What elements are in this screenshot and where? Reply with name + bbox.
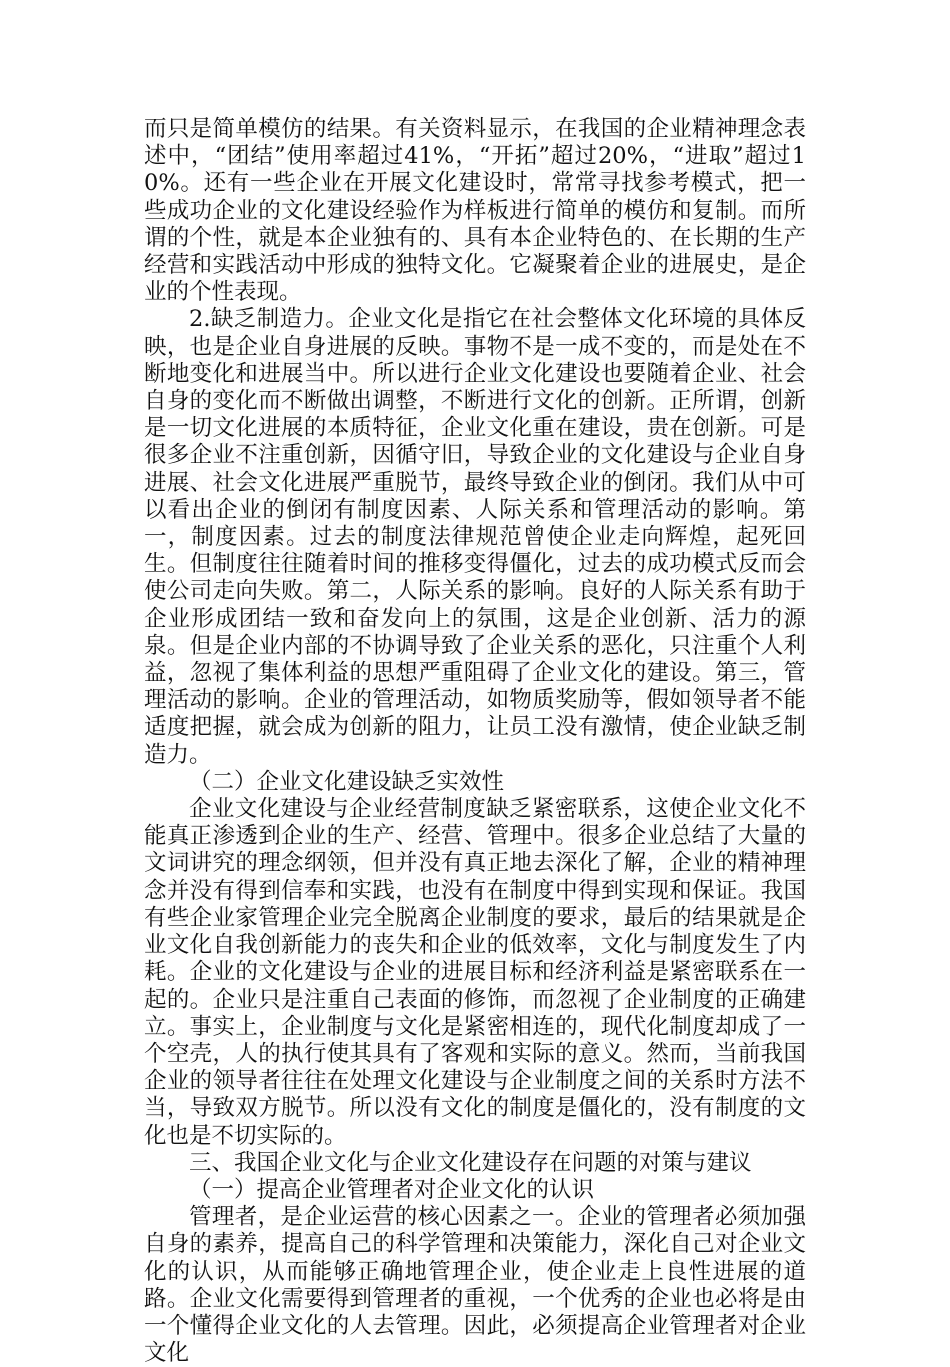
paragraph-effectiveness: 企业文化建设与企业经营制度缺乏紧密联系，这使企业文化不能真正渗透到企业的生产、经营、管理中。很多企业总结了大量的文词讲究的理念纲领，但并没有真正地去深化了解，企业的精神理念并没有得到信奉和实践，也没有在制度中得到实现和保证。我国有些企业家管理企业完全脱离企业制度的要求，最后的结果就是企业文化自我创新能力的丧失和企业的低效率，文化与制度发生了内耗。企业的文化建设与企业的进展目标和经济利益是紧密联系在一起的。企业只是注重自己表面的修饰，而忽视了企业制度的正确建立。事实上，企业制度与文化是紧密相连的，现代化制度却成了一个空壳，人的执行使其具有了客观和实际的意义。然而，当前我国企业的领导者往往在处理文化建设与企业制度之间的关系时方法不当，导致双方脱节。所以没有文化的制度是僵化的，没有制度的文化也是不切实际的。 [144,796,806,1149]
document-body [144,116,806,1367]
paragraph-lack-of-creativity: 2.缺乏制造力。企业文化是指它在社会整体文化环境的具体反映，也是企业自身进展的反映。事物不是一成不变的，而是处在不断地变化和进展当中。所以进行企业文化建设也要随着企业、社会自身的变化而不断做出调整，不断进行文化的创新。正所谓，创新是一切文化进展的本质特征，企业文化重在建设，贵在创新。可是很多企业不注重创新，因循守旧，导致企业的文化建设与企业自身进展、社会文化进展严重脱节，最终导致企业的倒闭。我们从中可以看出企业的倒闭有制度因素、人际关系和管理活动的影响。第一，制度因素。过去的制度法律规范曾使企业走向辉煌，起死回生。但制度往往随着时间的推移变得僵化，过去的成功模式反而会使公司走向失败。第二，人际关系的影响。良好的人际关系有助于企业形成团结一致和奋发向上的氛围，这是企业创新、活力的源泉。但是企业内部的不协调导致了企业关系的恶化，只注重个人利益，忽视了集体利益的思想严重阻碍了企业文化的建设。第三，管理活动的影响。企业的管理活动，如物质奖励等，假如领导者不能适度把握，就会成为创新的阻力，让员工没有激情，使企业缺乏制造力。 [144,306,806,768]
subheading-manager-awareness: （一）提高企业管理者对企业文化的认识 [189,1176,595,1203]
subheading-lack-of-effectiveness: （二）企业文化建设缺乏实效性 [189,768,505,795]
section-heading-countermeasures: 三、我国企业文化与企业文化建设存在问题的对策与建议 [189,1149,752,1176]
paragraph-managers: 管理者，是企业运营的核心因素之一。企业的管理者必须加强自身的素养，提高自己的科学管理和决策能力，深化自己对企业文化的认识，从而能够正确地管理企业，使企业走上良性进展的道路。企业文化需要得到管理者的重视，一个优秀的企业也必将是由一个懂得企业文化的人去管理。因此，必须提高企业管理者对企业文化 [144,1204,806,1367]
paragraph-continuation: 而只是简单模仿的结果。有关资料显示，在我国的企业精神理念表述中，“团结”使用率超过41%，“开拓”超过20%，“进取”超过10%。还有一些企业在开展文化建设时，常常寻找参考模式，把一些成功企业的文化建设经验作为样板进行简单的模仿和复制。而所谓的个性，就是本企业独有的、具有本企业特色的、在长期的生产经营和实践活动中形成的独特文化。它凝聚着企业的进展史，是企业的个性表现。 [144,116,806,306]
